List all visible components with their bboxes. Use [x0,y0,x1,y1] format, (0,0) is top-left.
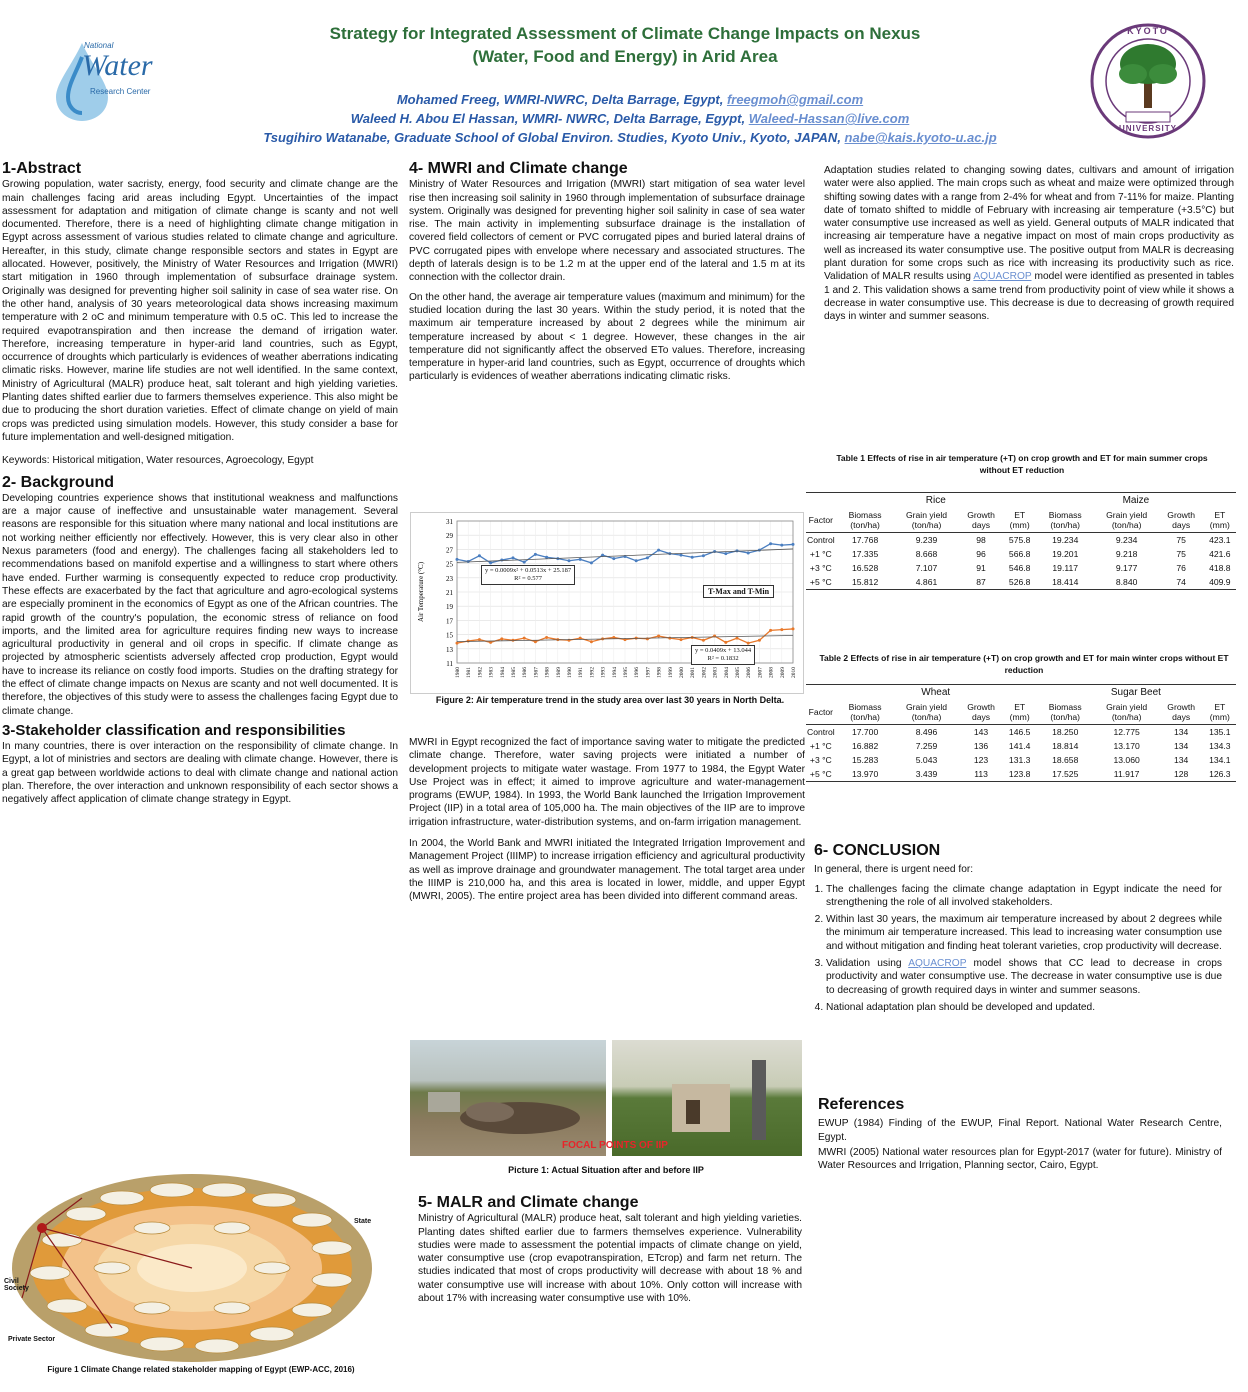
table2-cell: 123 [973,755,989,765]
temperature-chart [410,512,804,694]
tmax-point [691,556,694,559]
author-3-email[interactable]: nabe@kais.kyoto-u.ac.jp [844,130,997,145]
tmax-point [568,559,571,562]
middle-column [409,158,805,390]
x-tick-label: 1983 [488,667,495,678]
tmin-point [523,637,526,640]
y-tick-label: 25 [446,560,453,569]
y-axis-label: Air Temperature (°C) [417,561,425,623]
malr-section [418,1192,802,1311]
author-3-affiliation: Tsugihiro Watanabe, Graduate School of Global Environ. Studies, Kyoto Univ., Kyoto, JAPAN, [263,130,845,145]
table1-cell: 17.768 [851,535,879,545]
x-tick-label: 1999 [667,667,674,678]
tmax-point [680,554,683,557]
x-tick-label: 2004 [723,667,730,678]
tmin-point [590,640,593,643]
x-tick-label: 1980 [455,667,461,678]
tmin-point [657,635,660,638]
table2-cell: 18.250 [1052,727,1079,737]
table1-cell: 4.861 [895,575,959,590]
table2-cell: 13.970 [836,767,895,782]
iip-photo-before [410,1040,606,1156]
tmin-point [792,627,795,630]
tmin-point [545,636,548,639]
mwri-heading: 4- MWRI and Climate change [409,160,628,177]
table1-cell: 17.335 [851,549,879,559]
y-tick-label: 11 [446,660,453,668]
conclusion-item: 1. The challenges facing the climate change adaptation in Egypt indicate the need for strengthening the role of all involved stakeholders. [826,883,1222,910]
table2-cell: 134 [1173,727,1189,737]
tmax-point [545,556,548,559]
tmax-point [579,558,582,561]
table1-header: Factor [806,508,836,533]
table2-caption: Table 2 Effects of rise in air temperature (+T) on crop growth and ET for main winter crops without ET reduction [819,653,1229,675]
reference-item: EWUP (1984) Finding of the EWUP, Final Report. National Water Research Centre, Egypt. [818,1118,1222,1143]
author-2-email[interactable]: Waleed-Hassan@live.com [748,111,910,126]
author-1-email[interactable]: freegmoh@gmail.com [726,92,864,107]
table1-header: Biomass (ton/ha) [836,508,895,533]
tmax-point [635,559,638,562]
table1-cell: 87 [959,575,1004,590]
iip-photo-label: FOCAL POINTS OF IIP [562,1140,668,1151]
table2-header: Grain yield (ton/ha) [1095,700,1159,725]
tmax-trend-box [481,565,575,585]
tmax-point [456,558,459,561]
y-tick-label: 13 [446,645,453,654]
tmax-equation: y = 0.0009x² + 0.0513x + 25.187 [485,567,572,574]
table1-cell: 19.117 [1052,563,1079,573]
table1-cell: 566.8 [1008,549,1031,559]
y-tick-label: 23 [446,574,453,583]
x-tick-label: 2002 [701,667,708,678]
right-column [824,164,1234,330]
table2-cell: Control [807,727,835,737]
table1-cell: 15.812 [836,575,895,590]
table2-cell: 17.700 [851,727,879,737]
x-tick-label: 2000 [679,667,685,678]
table2-cell: 134.1 [1209,755,1231,765]
mwri-paragraph-2: On the other hand, the average air temperature values (maximum and minimum) for the studied location during the last 30 years. Within the study period, it is noted that the maximum air temperature increased by about 2 degrees while the minimum air temperature increased by about < 1 degree. However, these changes in the air temperature did not significantly affect the observed ETo values. Therefore, increasing temperature in hyper-arid land countries, such as Egypt, occurrence of droughts which particularly is evidences of weather aberrations indicating climatic risks. [409,291,805,383]
authors-block [180,90,1080,147]
table2-group-sugar-beet: Sugar Beet [1036,685,1236,701]
table2-cell: 7.259 [915,741,938,751]
x-tick-label: 1993 [600,667,607,678]
table1-group-rice: Rice [836,493,1036,509]
author-2-affiliation: Waleed H. Abou El Hassan, WMRI- NWRC, Delta Barrage, Egypt, [350,111,749,126]
table2-cell: 15.283 [851,755,879,765]
mwri-paragraph-3: MWRI in Egypt recognized the fact of importance saving water to mitigate the predicted climate change. Therefore, water saving projects were initiated a number of development projects to mitigate water wastage. From 1977 to 1984, the Egypt Water Use Project was in effect; it aimed to improve agriculture and water-management programs (EWUP, 1984). In 1993, the World Bank launched the Irrigation Improvement Project (IIP) in a total area of 105,000 ha. The main objectives of the IIP are to improve irrigation infrastructure, water-distribution systems, and on-farm irrigation management. [409,737,805,828]
table1-cell: 16.528 [851,563,879,573]
tmax-point [769,542,772,545]
table1-cell: 546.8 [1008,563,1031,573]
table2-header: ET (mm) [1004,700,1036,725]
table1-cell: 526.8 [1004,575,1036,590]
table2-cell: 12.775 [1113,727,1140,737]
author-1-affiliation: Mohamed Freeg, WMRI-NWRC, Delta Barrage, Egypt, [396,92,727,107]
map-label-state: State [354,1218,372,1225]
poster-title-line2: (Water, Food and Energy) in Arid Area [472,47,778,66]
x-tick-label: 2006 [746,667,753,678]
table2-cell: 11.917 [1095,767,1159,782]
tmin-equation: y = 0.0409x + 13.044 [695,647,752,654]
poster-title [230,22,1020,68]
table2-cell: 141.4 [1008,741,1031,751]
table2-header: Growth days [959,700,1004,725]
table2-header: ET (mm) [1204,700,1236,725]
table2-header: Biomass (ton/ha) [1036,700,1095,725]
tmax-point [713,550,716,553]
nwrc-logo-line3: Research Center [90,87,151,96]
figure1-caption: Figure 1 Climate Change related stakeholder mapping of Egypt (EWP-ACC, 2016) [47,1365,355,1374]
table2-cell: 136 [973,741,989,751]
x-tick-label: 1992 [589,667,596,678]
stakeholder-map-figure [2,1168,400,1378]
x-tick-label: 1985 [511,667,517,678]
table2-cell: 13.060 [1113,755,1140,765]
mwri-paragraph-4: In 2004, the World Bank and MWRI initiated the Integrated Irrigation Improvement and Management Project (IIIMP) to increase irrigation efficiency and agricultural productivity as well as improve drainage and groundwater management. The total target area under the IIIMP is 210,000 ha, and this area is located in lower, middle, and upper Egypt (MWRI, 2005). The entire project area has been divided into different command areas. [409,838,805,903]
kyoto-university-seal [1088,22,1208,140]
tmin-point [724,641,727,644]
table1-cell: 9.218 [1115,549,1138,559]
x-tick-label: 2001 [690,667,697,678]
x-tick-label: 1991 [578,667,585,678]
tmin-point [500,637,503,640]
tmax-point [724,552,727,555]
table1-cell: 75 [1176,535,1186,545]
table1-cell: 9.234 [1115,535,1138,545]
tmin-point [680,638,683,641]
x-tick-label: 1981 [466,667,473,678]
y-tick-label: 21 [446,589,453,597]
table2-cell: 128 [1159,767,1204,782]
middle-column-lower [409,736,805,910]
table1-header: ET (mm) [1204,508,1236,533]
x-tick-label: 1996 [634,667,641,678]
table2-cell: 135.1 [1209,727,1231,737]
table2-row [806,725,1236,740]
picture1-caption: Picture 1: Actual Situation after and before IIP [508,1165,704,1175]
tmin-point [456,642,459,645]
x-tick-label: 2010 [791,667,797,678]
table2 [806,684,1236,782]
table1-cell: 418.8 [1209,563,1231,573]
x-tick-label: 1988 [544,667,551,678]
table1-cell: 74 [1159,575,1204,590]
table2-row [806,767,1236,782]
malr-body: Ministry of Agricultural (MALR) produce heat, salt tolerant and high yielding varieties. Planting dates shifted earlier due to farmers themselves experience. Vulnerability studies were made to assessment the potential impacts of climate change on yield, water consumptive use (crop evapotranspiration, ETcrop) and farm net return. The studies indicated that most of crops productivity will decrease with about 18 % and water consumptive use will increase with about 10%. Only cotton will increase with about 17% with increasing water consumptive use with 10%. [418,1213,802,1305]
conclusion-item [826,957,1222,997]
abstract-body: Growing population, water sacristy, energy, food security and climate change are the main challenges facing arid areas including Egypt. Uncertainties of the impact assessment for adaptation and mitigation of climate change is scanty and not well documented. Therefore, there is a need of highlighting climate change mitigation in Egypt across assessment of various studies related to climate change and agriculture. Hereafter, in this study, climate change responsible sectors and states in Egypt are allocated. However, positively, the Ministry of Water Resources and Irrigation (MWRI) start mitigation in 1960 through implementation of subsurface drainage system. Originally was designed for preventing higher soil salinity in case of sea water rise. On the other hand, analysis of 30 years meteorological data shows increasing maximum temperature with 2 oC and minimum temperature with 0.5 oC. This led to increase the required evapotranspiration and then increase the demand of irrigation water. Therefore, increasing temperature in hyper-arid land countries, such as Egypt, occurrence of droughts which particularly is evidences of weather aberrations indicating climatic risks. However, marine life studies are not well identified. In the same context, Ministry of Agricultural (MALR) produce heat, salt tolerant and high yielding varieties. Planting dates shifted earlier due to farmers themselves experience. This also might be due to producing the short duration varieties. Effect of climate change on yield of main crops was predicted using simulation models. However, this study consider a base for future implementation and well-designed mitigation. [2,179,398,443]
stakeholder-heading: 3-Stakeholder classification and responsibilities [2,721,346,739]
x-tick-label: 1990 [567,667,573,678]
table2-header: Biomass (ton/ha) [836,700,895,725]
x-tick-label: 1989 [555,667,562,678]
malr-continued-text: Adaptation studies related to changing sowing dates, cultivars and amount of irrigation water were also applied. The main crops such as wheat and maize were optimized through shifting sowing dates with a range from 2-4% for wheat and from 7-11% for maize. Planting date of tomato shifted to middle of February with increasing air temperature (+3.5°C) but water consumptive use increased as well as yield. General outputs of MALR indicated that increasing air temperature have a negative impact on most of main crops productivity as well as increased its water consumptive use. The positive output from MALR is decreasing plant duration for some crops such as rice with increasing its productivity such as rice. Validation of MALR results using [824,165,1234,283]
tmin-point [478,638,481,641]
table2-cell: 143 [973,727,989,737]
table2-cell: 146.5 [1008,727,1031,737]
table1-row [806,575,1236,590]
table1-cell: 7.107 [915,563,938,573]
x-tick-label: 2007 [757,667,764,678]
aquacrop-link[interactable]: AQUACROP [908,958,967,970]
table2-cell: +3 °C [809,755,832,765]
table1-cell: +5 °C [806,575,836,590]
table2-cell: 18.658 [1052,755,1079,765]
x-tick-label: 1982 [477,667,484,678]
y-tick-label: 17 [446,617,453,626]
x-tick-label: 1994 [611,667,618,678]
y-tick-label: 29 [446,532,453,541]
table1 [806,492,1236,590]
tmin-point [736,637,739,640]
nwrc-logo-line1: National [84,41,114,50]
background-body: Developing countries experience shows that institutional weakness and malfunctions are a major cause of ineffective and unsustainable water management. Several reasons are responsible for this situation where many national and local institutions are not working neither efficiently nor effectively. However, this is very clear also in other Nexus parameters (food and energy). The challenges facing all stakeholders led to recommendations based on manifold expertise and a willingness to start where others have ended. Further warming is consequently expected to reduce crop productivity. These effects are exacerbated by the fact that agriculture and agro-ecological systems are especially prominent in the economics of Egypt as one of the African countries. The rapid growth of the country's population, the economic stress of reliance on food imports, and the limited area for agriculture requires finding new ways to increase agricultural productivity in general and oil crops in specific. If climate change as projected by atmospheric scientists adversely affected crop production, Egypt would have to increase its reliance on costly food imports. Studies on the drafting strategy for the effect of climate change impacts on Nexus are scanty and not well documented. It is therefore, the objectives of this study were to assess the challenges facing Egypt due to climate change. [2,492,398,717]
table2-cell: 126.3 [1204,767,1236,782]
tmax-point [657,549,660,552]
table2-cell: 18.814 [1052,741,1079,751]
table2-header: Factor [806,700,836,725]
table1-cell: 75 [1176,549,1186,559]
y-tick-label: 31 [446,518,453,526]
table1-header: Growth days [1159,508,1204,533]
y-tick-label: 27 [446,546,453,555]
iip-photo-after [612,1040,802,1156]
table1-header: Biomass (ton/ha) [1036,508,1095,533]
author-1 [180,90,1080,109]
conclusion-item3-text: Validation using [826,958,909,970]
table1-cell: +3 °C [809,563,832,573]
table2-cell: 131.3 [1008,755,1031,765]
x-tick-label: 1984 [499,667,506,678]
seal-text-bottom: UNIVERSITY [1118,124,1177,133]
tmax-point [792,543,795,546]
tmin-trend-box [691,645,755,665]
tmax-point [512,556,515,559]
table1-cell: 19.234 [1052,535,1079,545]
nwrc-logo-line2: Water [82,49,153,82]
table1-cell: Control [807,535,835,545]
left-column [2,158,398,813]
table1-header: Grain yield (ton/ha) [1095,508,1159,533]
table2-cell: 134 [1173,755,1189,765]
author-2 [180,109,1080,128]
temperature-chart-svg [411,513,803,693]
table2-group-wheat: Wheat [836,685,1036,701]
keywords: Keywords: Historical mitigation, Water resources, Agroecology, Egypt [2,455,314,467]
conclusion-item3-text-end: model shows that CC lead to decrease in crops productivity and water consumptive use. The decrease in water consumptive use is due to decreasing of growth required days in winter and summer seasons. [826,958,1222,996]
map-label-civil: Civil Society [4,1278,29,1292]
tmin-point [467,639,470,642]
conclusion-item: 4. National adaptation plan should be developed and updated. [826,1001,1222,1014]
tmax-point [489,561,492,564]
table2-cell: 134.3 [1209,741,1231,751]
conclusion-item: 2. Within last 30 years, the maximum air temperature increased by about 2 degrees while the minimum air temperature increased. This lead to increasing water consumption use and without mitigation and finding heat tolerant varieties, crop productivity will decrease. [826,913,1222,953]
tmin-point [702,639,705,642]
author-3 [180,128,1080,147]
figure2-caption: Figure 2: Air temperature trend in the study area over last 30 years in North Delta. [435,695,785,705]
table1-row [806,561,1236,575]
y-tick-label: 19 [446,603,453,612]
table1-cell: 8.840 [1095,575,1159,590]
background-heading: 2- Background [2,473,115,491]
tmax-point [534,553,537,556]
table2-cell: 16.882 [851,741,879,751]
tmin-point [758,639,761,642]
x-tick-label: 1997 [645,667,652,678]
table2-cell: +5 °C [806,767,836,782]
malr-continued-text-end: model were identified as presented in tables 1 and 2. This validation shows a same trend from productivity point of view while it shows a decrease in water consumptive use. This decrease is due to decreasing of growth required days in winter and summer seasons. [824,271,1234,323]
table2-cell: 17.525 [1036,767,1095,782]
tmax-point [612,557,615,560]
abstract-heading: 1-Abstract [2,160,82,177]
poster-title-line1: Strategy for Integrated Assessment of Climate Change Impacts on Nexus [329,24,921,43]
aquacrop-link[interactable]: AQUACROP [973,271,1032,283]
tmax-point [523,561,526,564]
tmax-point [467,560,470,563]
table1-cell: 19.201 [1052,549,1079,559]
table1-row [806,547,1236,561]
map-label-private: Private Sector [8,1336,56,1343]
table1-cell: 96 [976,549,986,559]
tmax-point [747,551,750,554]
conclusion-intro: In general, there is urgent need for: [814,864,974,876]
x-tick-label: 2009 [779,667,786,678]
table1-cell: 409.9 [1204,575,1236,590]
table2-header: Growth days [1159,700,1204,725]
table1-group-maize: Maize [1036,493,1236,509]
mwri-paragraph-1: Ministry of Water Resources and Irrigation (MWRI) start mitigation of sea water level rise then increasing soil salinity in 1960 through implementation of subsurface drainage system. Originally was designed for preventing higher soil salinity in case of sea water rise. The main activity in implementing subsurface drainage is the installation of covered field collectors of cement or PVC corrugated pipes and buried lateral drains of PVC corrugated pipes with envelope where necessary and associated structures. The depth of laterals design is to be 1.2 m at the upper end of the lateral and 1.5 m at its connection with the collector drain. [409,179,805,284]
table2-cell: +1 °C [809,741,832,751]
x-tick-label: 1987 [533,667,540,678]
tmax-point [478,554,481,557]
table2-cell: 13.170 [1113,741,1140,751]
tmin-point [769,629,772,632]
tmax-point [590,561,593,564]
tmax-point [500,559,503,562]
table2-row [806,753,1236,767]
table1-cell: 575.8 [1008,535,1031,545]
table1-cell: 9.177 [1115,563,1138,573]
table1-cell: 98 [976,535,986,545]
tmax-r2: R² = 0.577 [514,575,542,582]
chart-legend: T-Max and T-Min [703,585,774,598]
x-tick-label: 2003 [712,667,719,678]
table2-cell: 5.043 [915,755,938,765]
tmin-point [780,628,783,631]
table1-cell: 76 [1176,563,1186,573]
table1-cell: 423.1 [1209,535,1231,545]
x-tick-label: 2008 [768,667,775,678]
tmax-point [702,554,705,557]
x-tick-label: 1986 [522,667,529,678]
x-tick-label: 1995 [623,667,629,678]
conclusion-section [814,840,1222,1018]
seal-text-top: KYOTO [1127,26,1169,36]
table1-cell: 18.414 [1036,575,1095,590]
stakeholder-body: In many countries, there is over interaction on the responsibility of climate change. In Egypt, a lot of ministries and sectors are dealing with climate change. However, there is a great gap between worldwide actions to deal with climate change and national action plan. Therefore, the over interaction and unknown responsibility of each sector shows a negatively affect application of climate change strategy in Egypt. [2,741,398,806]
conclusion-heading: 6- CONCLUSION [814,842,941,859]
table2-cell: 3.439 [895,767,959,782]
malr-heading: 5- MALR and Climate change [418,1194,639,1211]
nwrc-logo [42,35,172,125]
table1-cell: 421.6 [1209,549,1231,559]
tmax-point [646,556,649,559]
table1-caption: Table 1 Effects of rise in air temperature (+T) on crop growth and ET for main summer crops without ET reduction [836,453,1208,475]
conclusion-list [814,883,1222,1015]
x-tick-label: 2005 [735,667,741,678]
table1-header: ET (mm) [1004,508,1036,533]
malr-continued [824,164,1234,324]
table1-header: Grain yield (ton/ha) [895,508,959,533]
tmin-r2: R² = 0.1832 [707,655,739,662]
table1-cell: +1 °C [809,549,832,559]
table1-cell: 91 [976,563,986,573]
tmax-point [780,544,783,547]
table2-cell: 123.8 [1004,767,1036,782]
references-section [818,1094,1222,1178]
references-heading: References [818,1096,905,1113]
reference-item: MWRI (2005) National water resources plan for Egypt-2017 (water for future). Ministry of Water Resources and Irrigation, Planning sector, Cairo, Egypt. [818,1146,1222,1172]
table1-header: Growth days [959,508,1004,533]
table1-cell: 8.668 [915,549,938,559]
table2-cell: 8.496 [915,727,938,737]
table2-cell: 134 [1173,741,1189,751]
table2-header: Grain yield (ton/ha) [895,700,959,725]
table1-row [806,533,1236,548]
tmin-point [534,640,537,643]
table2-cell: 113 [959,767,1004,782]
table2-row [806,739,1236,753]
x-tick-label: 1998 [656,667,663,678]
table1-cell: 9.239 [915,535,938,545]
y-tick-label: 15 [446,631,453,640]
